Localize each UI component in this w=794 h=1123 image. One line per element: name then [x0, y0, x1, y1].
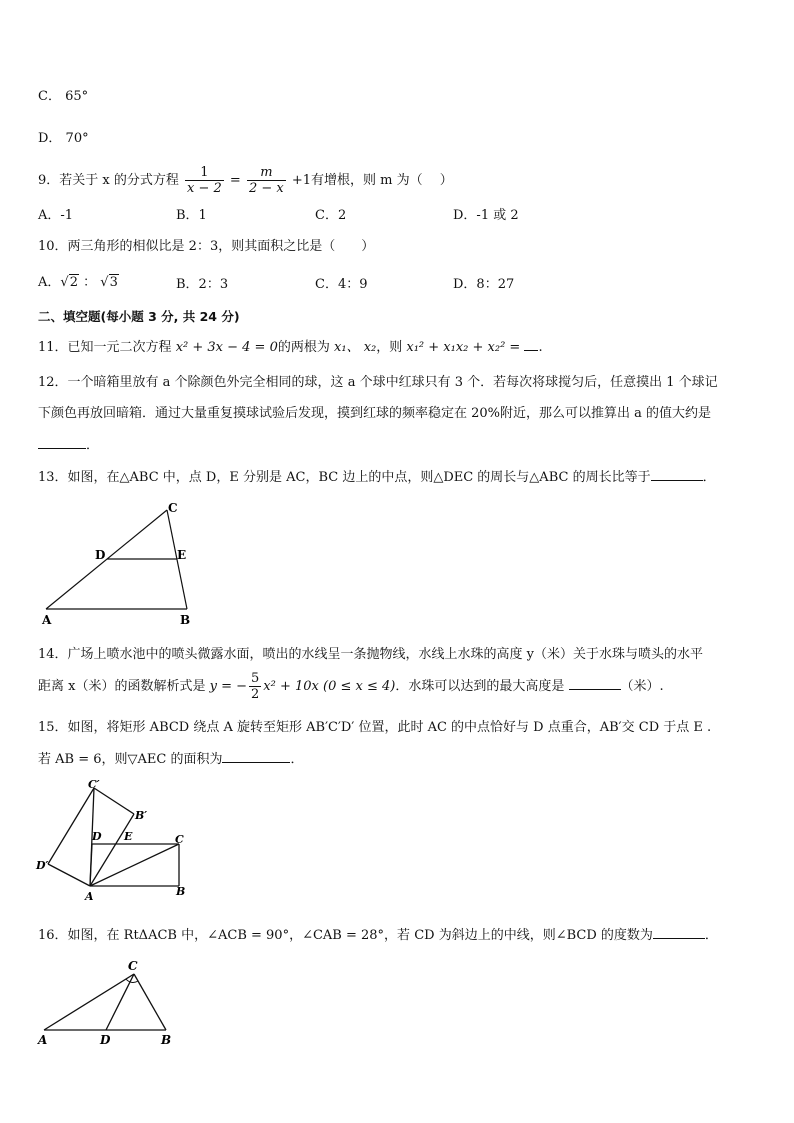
question-12-line-2: 下颜色再放回暗箱．通过大量重复摸球试验后发现，摸到红球的频率稳定在 20%附近，那么可以推算出 a 的值大约是	[38, 406, 712, 421]
q9-equals: =	[229, 173, 241, 188]
q10-option-b: B．2：3	[176, 277, 229, 292]
q14-post: ．水珠可以达到的最大高度是	[395, 679, 565, 694]
question-9	[38, 164, 453, 198]
q9-fraction-2	[247, 165, 286, 196]
q9-option-a: A．-1	[38, 208, 74, 223]
question-13	[38, 468, 716, 487]
q15-prefix: 若 AB = 6，则▽AEC 的面积为	[38, 752, 223, 767]
q9-frac1-denominator: x − 2	[187, 181, 222, 196]
q16-answer-blank[interactable]	[653, 926, 705, 939]
question-15-line-2	[38, 750, 303, 769]
question-12-line-3	[38, 436, 99, 455]
label-b-prime: B′	[135, 809, 148, 822]
q12-end: ．	[86, 438, 100, 453]
q10-radicand-1: 2	[69, 275, 78, 290]
question-14-line-1: 14．广场上喷水池中的喷头微露水面，喷出的水线呈一条抛物线，水线上水珠的高度 y（米）关于水珠与喷头的水平	[38, 647, 704, 662]
label-a: A	[42, 613, 52, 627]
question-14-line-2	[38, 670, 664, 704]
side-bc	[134, 974, 166, 1030]
label-d: D	[92, 830, 102, 843]
q14-frac-numerator: 5	[251, 671, 260, 686]
sqrt-symbol: √	[60, 275, 69, 290]
q9-frac2-denominator: 2 − x	[248, 181, 284, 196]
q13-end: ．	[702, 470, 716, 485]
question-15-line-1: 15．如图，将矩形 ABCD 绕点 A 旋转至矩形 AB′C′D′ 位置，此时 AC 的中点恰好与 D 点重合，AB′交 CD 于点 E .	[38, 720, 712, 735]
label-b: B	[176, 885, 186, 898]
label-c: C	[128, 959, 138, 973]
rotated-rectangle-diagram	[30, 778, 200, 906]
q11-expression: x₁² + x₁x₂ + x₂² =	[406, 340, 521, 355]
q9-suffix: +1有增根，则 m 为（ ）	[291, 173, 453, 188]
triangle-abc-diagram	[30, 498, 220, 630]
sqrt-symbol: √	[100, 275, 109, 290]
section-fill-in-heading: 二、填空题(每小题 3 分, 共 24 分)	[38, 309, 240, 324]
q9-option-c: C．2	[315, 208, 347, 223]
q9-fraction-1	[185, 165, 224, 196]
q9-prefix: 9．若关于 x 的分式方程	[38, 173, 179, 188]
q16-text: 16．如图，在 RtΔACB 中，∠ACB = 90°，∠CAB = 28°，若 CD 为斜边上的中线，则∠BCD 的度数为	[38, 928, 653, 943]
label-d-prime: D′	[36, 859, 49, 872]
q9-option-b: B．1	[176, 208, 207, 223]
q10-separator: ：	[83, 275, 97, 290]
q11-end: .	[538, 340, 543, 355]
label-a: A	[38, 1033, 48, 1047]
option-d-70: D． 70°	[38, 131, 89, 146]
q11-roots: x₁、 x₂	[334, 340, 377, 355]
q11-equation: x² + 3x − 4 = 0	[175, 340, 278, 355]
q16-end: ．	[704, 928, 718, 943]
q15-answer-blank[interactable]	[222, 750, 290, 763]
right-triangle-acb-diagram	[30, 954, 190, 1050]
question-11	[38, 338, 543, 357]
q15-end: ．	[290, 752, 304, 767]
question-10: 10．两三角形的相似比是 2：3，则其面积之比是（ ）	[38, 239, 375, 254]
q14-y-minus: y = −	[209, 679, 248, 694]
label-a: A	[85, 890, 94, 903]
q14-frac-denominator: 2	[251, 687, 260, 702]
q10-option-a-label: A．	[38, 275, 61, 290]
label-e: E	[124, 830, 133, 843]
q14-prefix: 距离 x（米）的函数解析式是	[38, 679, 206, 694]
q14-end: （米）.	[620, 679, 664, 694]
q14-expression: x² + 10x (0 ≤ x ≤ 4)	[263, 679, 396, 694]
q14-answer-blank[interactable]	[569, 677, 621, 690]
q9-option-d: D．-1 或 2	[453, 208, 519, 223]
label-e: E	[177, 548, 187, 562]
q10-option-a	[38, 274, 119, 292]
label-c: C	[168, 501, 178, 515]
q9-frac1-numerator: 1	[185, 165, 224, 181]
q11-then: ，则	[376, 340, 403, 355]
q11-mid: 的两根为	[277, 340, 330, 355]
q12-answer-blank[interactable]	[38, 436, 86, 449]
label-d: D	[100, 1033, 111, 1047]
label-c: C	[175, 833, 184, 846]
side-c1b1	[94, 788, 134, 814]
label-d: D	[95, 548, 106, 562]
q14-fraction	[249, 671, 261, 702]
q10-option-d: D．8：27	[453, 277, 515, 292]
q11-answer-blank[interactable]	[524, 338, 538, 351]
q13-answer-blank[interactable]	[651, 468, 703, 481]
q10-option-c: C．4：9	[315, 277, 368, 292]
question-16	[38, 926, 718, 945]
q11-prefix: 11．已知一元二次方程	[38, 340, 172, 355]
q9-frac2-numerator: m	[247, 165, 286, 181]
label-b: B	[161, 1033, 172, 1047]
q10-radicand-2: 3	[109, 275, 118, 290]
option-c-65: C． 65°	[38, 89, 89, 104]
side-ad1	[48, 864, 90, 886]
side-d1c1	[48, 788, 94, 864]
question-12-line-1: 12．一个暗箱里放有 a 个除颜色外完全相同的球，这 a 个球中红球只有 3 个．若每次将球搅匀后，任意摸出 1 个球记	[38, 375, 718, 390]
label-c-prime: C′	[88, 778, 100, 791]
label-b: B	[180, 613, 191, 627]
q13-text: 13．如图，在△ABC 中，点 D，E 分别是 AC，BC 边上的中点，则△DEC 的周长与△ABC 的周长比等于	[38, 470, 651, 485]
right-angle-arc	[126, 979, 138, 982]
